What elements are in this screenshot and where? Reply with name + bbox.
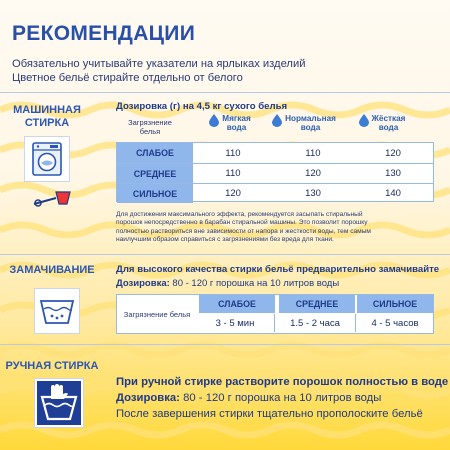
section-divider: [0, 344, 450, 345]
washing-machine-icon: [24, 136, 70, 182]
intro-line-1: Обязательно учитывайте указатели на ярлыках изделий: [12, 58, 306, 70]
note-line: Для достижения максимального эффекта, рекомендуется засыпать стиральный: [116, 211, 363, 218]
note-line: полностью раствориться вне зависимости от напора и жесткости воды, тем самым: [116, 227, 371, 235]
table-cell: 120: [225, 188, 241, 199]
table-cell: 1.5 - 2 часа: [274, 314, 356, 332]
table-cell: 120: [305, 168, 321, 179]
normal-water-sub: вода: [300, 123, 321, 132]
machine-dosage-table: [116, 142, 434, 202]
table-row: [117, 184, 433, 203]
soaking-label: ЗАМАЧИВАНИЕ: [9, 264, 95, 276]
row-label-light: СЛАБОЕ: [117, 143, 193, 163]
table-cell: 110: [305, 147, 321, 159]
soaking-heading: Для высокого качества стирки бельё предварительно замачивайте: [116, 264, 440, 275]
soaking-basin-icon: [34, 288, 80, 334]
table-cell: 110: [225, 147, 241, 159]
normal-water-column: [268, 114, 340, 132]
hard-water-sub: вода: [378, 123, 399, 132]
soaking-dosage-label: Дозировка:: [116, 278, 170, 289]
note-line: наилучшим образом справиться с загрязнениями без вреда для ткани.: [116, 236, 334, 244]
table-cell: 3 - 5 мин: [215, 317, 255, 329]
intro-line-2: Цветное бельё стирайте отдельно от белого: [12, 72, 243, 84]
page-title: РЕКОМЕНДАЦИИ: [12, 22, 196, 45]
hand-wash-line-3: После завершения стирки тщательно прополоските бельё: [116, 408, 423, 420]
hand-dosage-label: Дозировка:: [116, 392, 180, 404]
soft-water-sub: вода: [226, 123, 247, 132]
soft-water-label: Мягкая: [222, 114, 251, 123]
hard-water-column: [352, 114, 412, 132]
water-drop-icon: [272, 114, 282, 127]
table-cell: 120: [385, 147, 401, 159]
machine-dosage-heading: Дозировка (г) на 4,5 кг сухого белья: [116, 101, 288, 112]
soft-water-column: [200, 114, 260, 132]
hand-wash-line-1: При ручной стирке растворите порошок полностью в воде: [116, 376, 449, 388]
table-cell: 140: [385, 188, 401, 199]
hand-wash-dosage: [116, 392, 381, 404]
table-cell: 130: [385, 168, 401, 179]
machine-row-header: Загрязнение белья: [128, 118, 172, 136]
row-label-medium: СРЕДНЕЕ: [117, 164, 193, 183]
soaking-col-heavy: СИЛЬНОЕ: [357, 295, 433, 313]
machine-wash-label: [4, 104, 90, 130]
table-row: [117, 143, 433, 164]
soaking-col-light: СЛАБОЕ: [199, 295, 275, 313]
table-row: [196, 314, 434, 332]
hand-wash-label: РУЧНАЯ СТИРКА: [5, 360, 99, 372]
table-cell: 4 - 5 часов: [371, 317, 419, 329]
section-divider: [0, 254, 450, 255]
table-row: [117, 295, 433, 319]
scoop-icon: [30, 186, 76, 212]
hand-dosage-text: 80 - 120 г порошка на 10 литров воды: [179, 392, 382, 404]
hard-water-label: Жёсткая: [371, 114, 406, 123]
row-label-heavy: СИЛЬНОЕ: [117, 184, 193, 203]
soaking-row-header: Загрязнение белья: [123, 309, 191, 319]
soaking-col-medium: СРЕДНЕЕ: [279, 295, 355, 313]
note-line: порошок непосредственно в барабан стиральной машины. Это позволит порошку: [116, 219, 368, 227]
table-cell: 130: [305, 188, 321, 199]
soaking-dosage: [116, 278, 339, 289]
table-cell: 110: [225, 168, 241, 179]
machine-wash-label-line-1: МАШИННАЯ: [13, 104, 81, 116]
machine-wash-label-line-2: СТИРКА: [24, 117, 70, 129]
table-row: [117, 164, 433, 184]
water-drop-icon: [359, 114, 369, 127]
water-drop-icon: [209, 114, 219, 127]
soaking-dosage-text: 80 - 120 г порошка на 10 литров воды: [169, 278, 340, 289]
hand-wash-icon: [34, 378, 84, 428]
machine-note: [116, 211, 436, 245]
section-divider: [0, 92, 450, 93]
normal-water-label: Нормальная: [285, 114, 336, 123]
